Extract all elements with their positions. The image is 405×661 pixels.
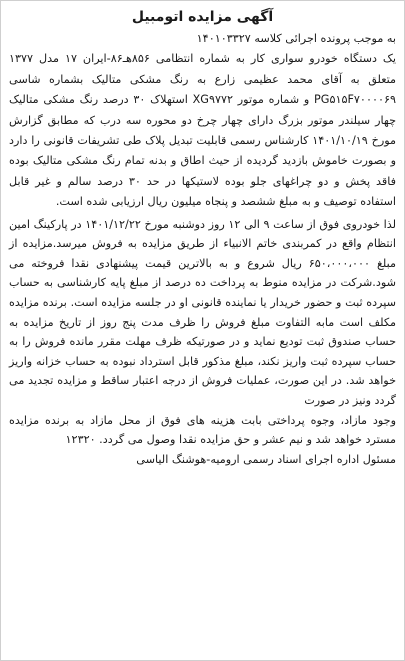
surplus-terms: وجود مازاد، وجوه پرداختی بابت هزینه های فوق از محل مازاد به برنده مزایده مسترد خواهد شد و نیم عشر و حق مزایده نقدا وصول می گردد. ۱۲۳۲۰ <box>9 413 396 447</box>
case-line: به موجب پرونده اجرائی کلاسه ۱۴۰۱۰۳۳۲۷ <box>196 32 396 45</box>
signature-line: مسئول اداره اجرای اسناد رسمی ارومیه-هوشنگ الیاسی <box>136 452 396 466</box>
auction-terms: لذا خودروی فوق از ساعت ۹ الی ۱۲ روز دوشنبه مورخ ۱۴۰۱/۱۲/۲۲ در پارکینگ امین انتظام واقع در کمربندی خاتم الانبیاء از طریق مزایده به فروش میرسد.مزایده از مبلغ ۶۵۰،۰۰۰،۰۰۰ ریال شروع و به بالاترین قیمت پیشنهادی نقدا فروخته می شود.شرکت در مزایده منوط به پرداخت ده درصد از مبلغ پایه کارشناسی به حساب سپرده ثبت و حضور خریدار یا نماینده قانونی او در جلسه مزایده است. برنده مزایده مکلف است مابه التفاوت مبلغ فروش را ظرف مدت پنج روز از تاریخ مزایده به حساب صندوق ثبت تودیع نماید و در صورتیکه ظرف مهلت مقرر مانده فروش را به حساب سپرده ثبت واریز نکند، مبلغ مذکور قابل استرداد نبوده به حساب خزانه واریز خواهد شد. در این صورت، عملیات فروش از درجه اعتبار ساقط و مزایده تجدید می گردد ونیز در صورت <box>9 217 397 407</box>
vehicle-description: یک دستگاه خودرو سواری کار به شماره انتظامی ۸۵۶هـ۸۶-ایران ۱۷ مدل ۱۳۷۷ متعلق به آقای محمد عظیمی زارع به رنگ مشکی متالیک بشماره شاسی PG۵۱۵F۷۰۰۰۰۶۹ و شماره موتور XG۹۷۷۲ استهلاک ۳۰ درصد رنگ مشکی متالیک چهار سیلندر موتور بزرگ دارای چهار چرخ دو محوره سه درب که مطابق گزارش مورخ ۱۴۰۱/۱۰/۱۹ کارشناس رسمی قابلیت تبدیل پلاک طی تشریفات قانونی را دارد و بصورت خاموش بازدید گردیده از حیث اطاق و بدنه تمام رنگ مشکی متالیک بوده فاقد پخش و دو چراغهای جلو بوده لاستیکها در حد ۳۰ درصد سالم و غیر قابل استفاده توصیف و به مبلغ ششصد و پنجاه میلیون ریال ارزیابی شده است. <box>9 52 396 209</box>
notice-title: آگهی مزایده اتومبیل <box>131 9 274 25</box>
